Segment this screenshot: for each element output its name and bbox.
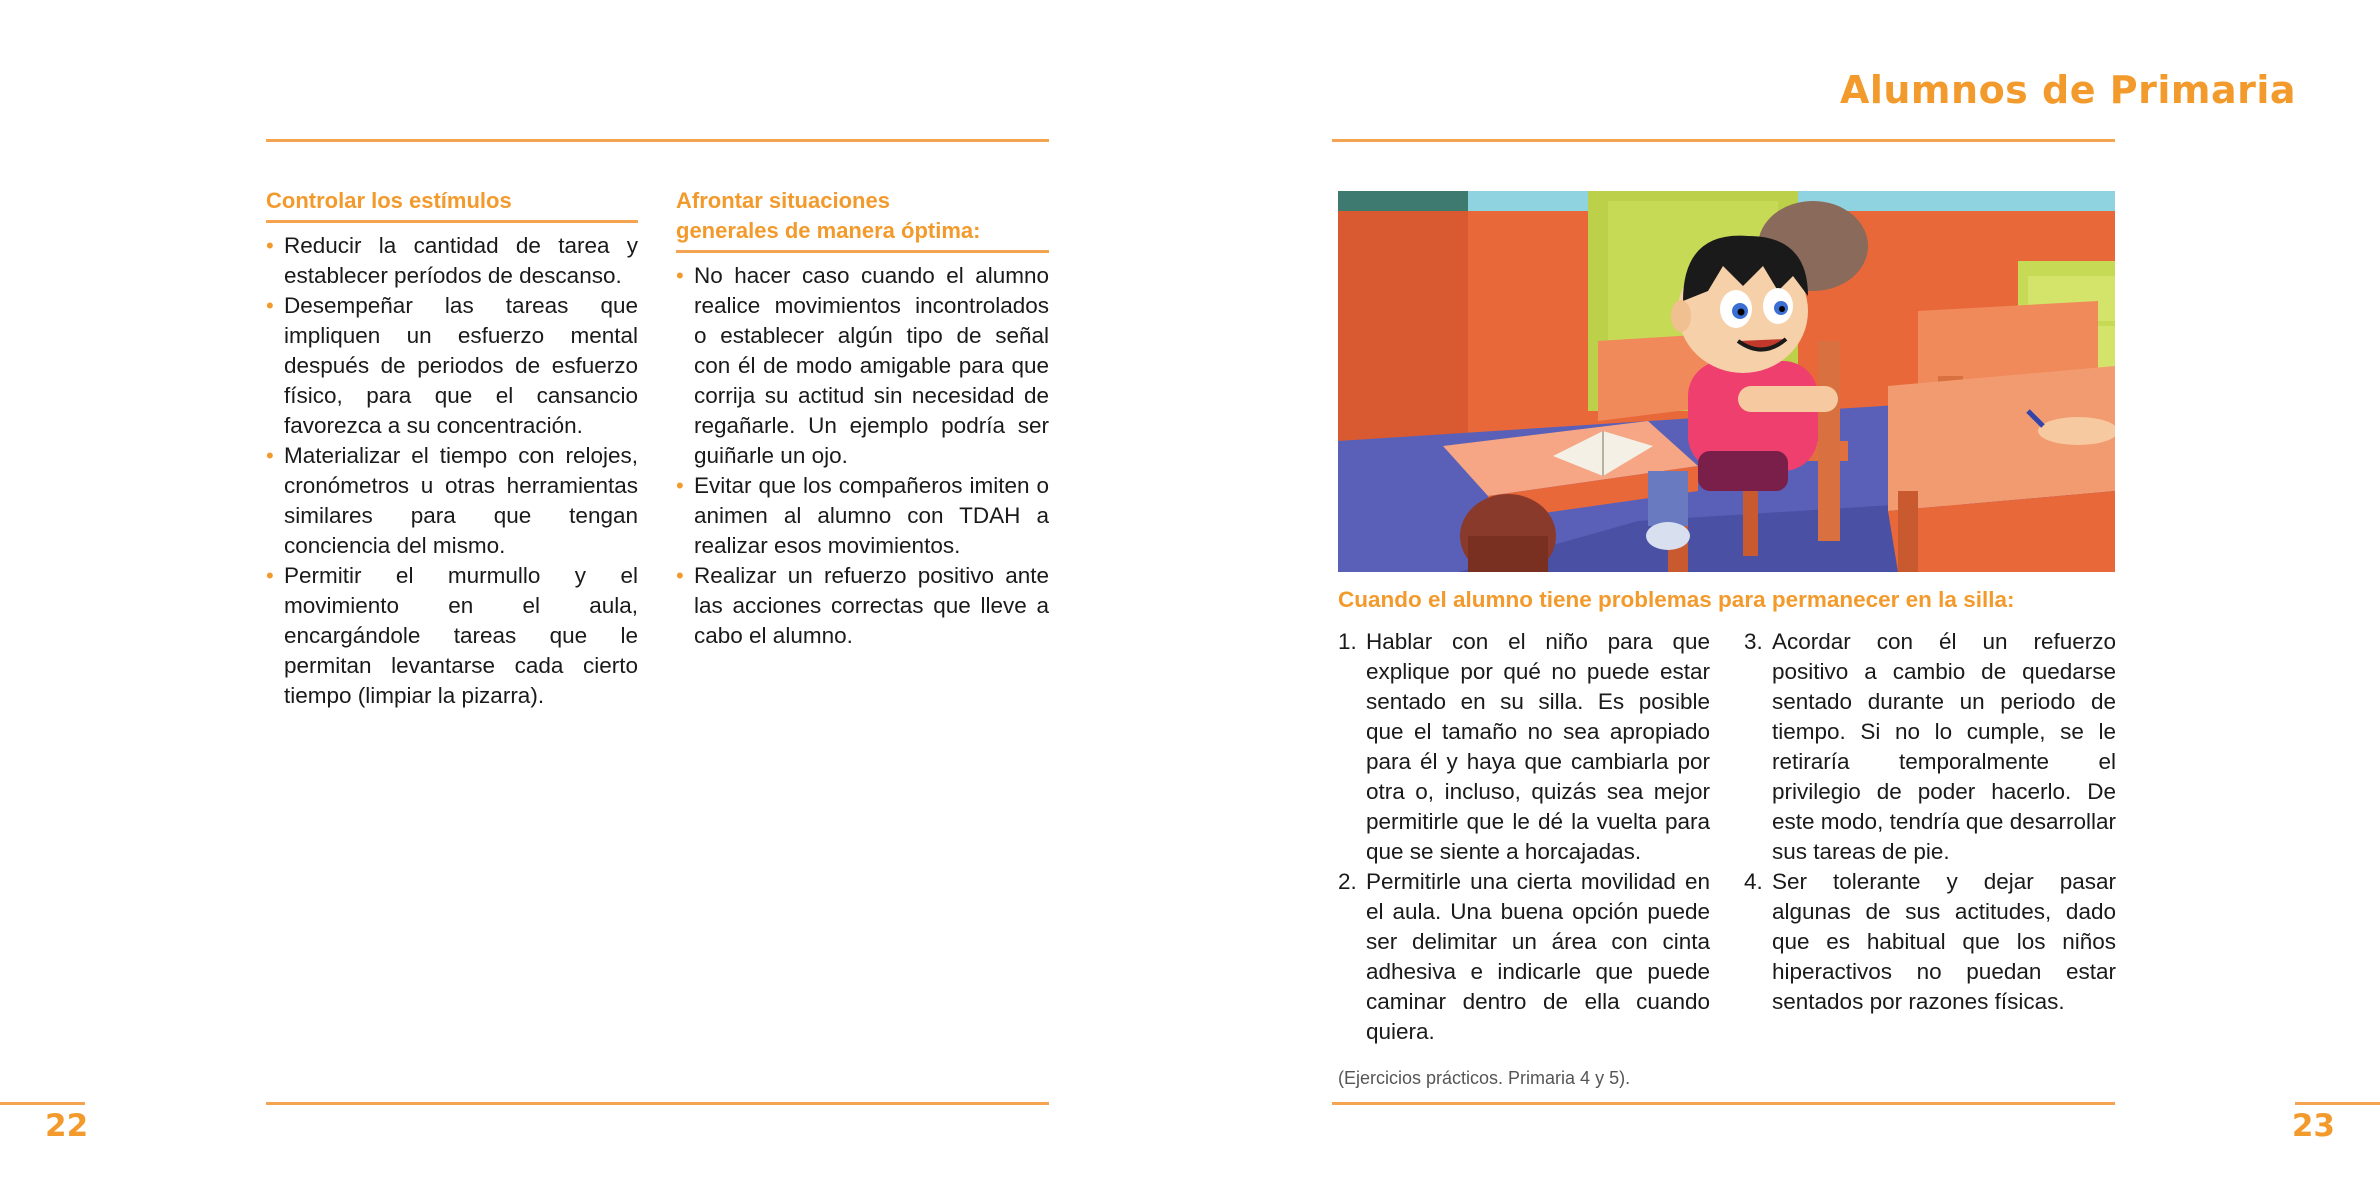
col2-title-line1: Afrontar situaciones <box>676 188 890 213</box>
section-title: Alumnos de Primaria <box>1839 68 2296 112</box>
bottom-rule-left <box>266 1102 1049 1105</box>
list-item <box>1338 627 1710 867</box>
list-item <box>1744 867 2116 1017</box>
step-text: Permitirle una cierta movilidad en el aula. Una buena opción puede ser delimitar un área con cinta adhesiva e indicarle que puede caminar dentro de ella cuando quiera. <box>1366 869 1710 1044</box>
top-rule-left <box>266 139 1049 142</box>
bottom-rule-left-edge <box>0 1102 85 1105</box>
step-number: 1. <box>1338 629 1357 654</box>
list-item: • Reducir la cantidad de tarea y establecer períodos de descanso. <box>266 231 638 291</box>
list-item: • Materializar el tiempo con relojes, cronómetros u otras herramientas similares para que tengan conciencia del mismo. <box>266 441 638 561</box>
step-text: Hablar con el niño para que explique por qué no puede estar sentado en su silla. Es posible que el tamaño no sea apropiado para él y haya que cambiarla por otra o, incluso, quizás sea mejor permitirle que le dé la vuelta para que se siente a horcajadas. <box>1366 629 1710 864</box>
list-item: • Evitar que los compañeros imiten o animen al alumno con TDAH a realizar esos movimientos. <box>676 471 1049 561</box>
left-column-1 <box>266 186 638 711</box>
step-text: Acordar con él un refuerzo positivo a cambio de quedarse sentado durante un periodo de tiempo. Si no lo cumple, se le retiraría temporalmente el privilegio de poder hacerlo. De este modo, tendría que desarrollar sus tareas de pie. <box>1772 629 2116 864</box>
caption-title: Cuando el alumno tiene problemas para permanecer en la silla: <box>1338 587 2015 612</box>
step-number: 4. <box>1744 869 1763 894</box>
list-item: • No hacer caso cuando el alumno realice movimientos incontrolados o establecer algún tipo de señal con él de modo amigable para que corrija su actitud sin necesidad de regañarle. Un ejemplo podría ser guiñarle un ojo. <box>676 261 1049 471</box>
list-item: • Permitir el murmullo y el movimiento en el aula, encargándole tareas que le permitan levantarse cada cierto tiempo (limpiar la pizarra). <box>266 561 638 711</box>
classroom-illustration-svg <box>1338 191 2115 572</box>
left-column-2 <box>676 186 1049 651</box>
page-number-right: 23 <box>2291 1108 2335 1144</box>
classroom-illustration <box>1338 191 2115 572</box>
step-number: 2. <box>1338 869 1357 894</box>
steps-column-right <box>1744 627 2116 1017</box>
steps-column-left <box>1338 627 1710 1047</box>
col2-title-line2: generales de manera óptima: <box>676 218 981 243</box>
page-number-left: 22 <box>45 1108 89 1144</box>
col2-list <box>676 261 1049 651</box>
list-item <box>1338 867 1710 1047</box>
footnote: (Ejercicios prácticos. Primaria 4 y 5). <box>1338 1068 1631 1088</box>
col1-list <box>266 231 638 711</box>
list-item: • Realizar un refuerzo positivo ante las acciones correctas que lleve a cabo el alumno. <box>676 561 1049 651</box>
top-rule-right <box>1332 139 2115 142</box>
list-item: • Desempeñar las tareas que impliquen un esfuerzo mental después de periodos de esfuerzo físico, para que el cansancio favorezca a su concentración. <box>266 291 638 441</box>
col1-title: Controlar los estímulos <box>266 186 638 223</box>
bottom-rule-right <box>1332 1102 2115 1105</box>
list-item <box>1744 627 2116 867</box>
bottom-rule-right-edge <box>2295 1102 2380 1105</box>
step-text: Ser tolerante y dejar pasar algunas de sus actitudes, dado que es habitual que los niños hiperactivos no puedan estar sentados por razones físicas. <box>1772 869 2116 1014</box>
col2-title <box>676 186 1049 253</box>
step-number: 3. <box>1744 629 1763 654</box>
